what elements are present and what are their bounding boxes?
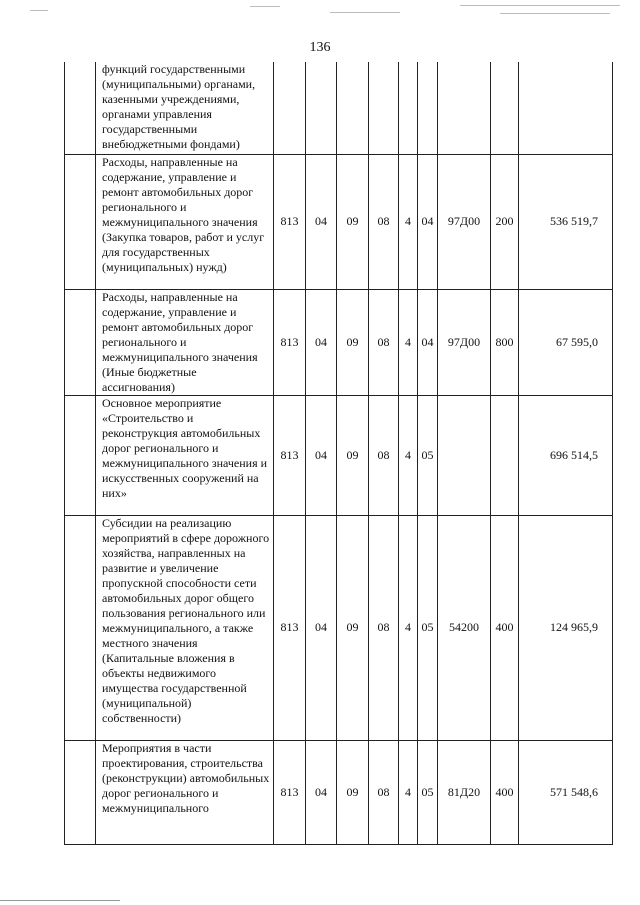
subprogram-code: 4 (399, 395, 418, 515)
ministry-code (274, 62, 306, 154)
subprogram-code: 4 (399, 740, 418, 844)
row-description: Субсидии на реализацию мероприятий в сфере дорожного хозяйства, направленных на развитие и увеличение пропускной способности сети автомобильных дорог общего пользования регионального или межмуниципального, а также местного значения (Капитальные вложения в объекты недвижимого имущества государственной (муниципальной) собственности) (96, 515, 274, 740)
program-code: 08 (369, 395, 399, 515)
direction-code: 97Д00 (438, 154, 491, 289)
expense-type-code (491, 62, 519, 154)
direction-code (438, 62, 491, 154)
direction-code (438, 395, 491, 515)
page-number: 136 (309, 40, 331, 55)
expense-type-code: 400 (491, 515, 519, 740)
subsection-code: 09 (337, 289, 369, 395)
table-row (65, 289, 613, 395)
amount: 571 548,6 (519, 740, 613, 844)
program-code: 08 (369, 154, 399, 289)
activity-code: 05 (418, 395, 438, 515)
empty-cell (65, 740, 96, 844)
program-code: 08 (369, 740, 399, 844)
ministry-code: 813 (274, 289, 306, 395)
row-description: функций государственными (муниципальными) органами, казенными учреждениями, органами управления государственными внебюджетными фондами) (96, 62, 274, 154)
subprogram-code: 4 (399, 154, 418, 289)
row-description: Расходы, направленные на содержание, управление и ремонт автомобильных дорог регионального и межмуниципального значения (Закупка товаров, работ и услуг для государственных (муниципальных) нужд) (96, 154, 274, 289)
scan-noise (0, 0, 640, 20)
subprogram-code (399, 62, 418, 154)
subprogram-code: 4 (399, 289, 418, 395)
empty-cell (65, 154, 96, 289)
amount: 696 514,5 (519, 395, 613, 515)
empty-cell (65, 395, 96, 515)
table-row (65, 154, 613, 289)
ministry-code: 813 (274, 515, 306, 740)
ministry-code: 813 (274, 395, 306, 515)
empty-cell (65, 515, 96, 740)
section-code: 04 (306, 289, 337, 395)
activity-code (418, 62, 438, 154)
subsection-code: 09 (337, 154, 369, 289)
activity-code: 04 (418, 154, 438, 289)
amount: 67 595,0 (519, 289, 613, 395)
ministry-code: 813 (274, 154, 306, 289)
empty-cell (65, 62, 96, 154)
section-code: 04 (306, 395, 337, 515)
section-code (306, 62, 337, 154)
row-description: Основное мероприятие «Строительство и реконструкция автомобильных дорог регионального и межмуниципального значения и искусственных сооружений на них» (96, 395, 274, 515)
subsection-code: 09 (337, 395, 369, 515)
direction-code: 54200 (438, 515, 491, 740)
table-row (65, 740, 613, 844)
ministry-code: 813 (274, 740, 306, 844)
section-code: 04 (306, 154, 337, 289)
expense-type-code: 400 (491, 740, 519, 844)
section-code: 04 (306, 515, 337, 740)
amount: 124 965,9 (519, 515, 613, 740)
activity-code: 05 (418, 740, 438, 844)
empty-cell (65, 289, 96, 395)
table-row (65, 395, 613, 515)
direction-code: 81Д20 (438, 740, 491, 844)
expense-type-code: 200 (491, 154, 519, 289)
activity-code: 04 (418, 289, 438, 395)
section-code: 04 (306, 740, 337, 844)
subsection-code (337, 62, 369, 154)
program-code (369, 62, 399, 154)
table-row (65, 515, 613, 740)
expense-type-code (491, 395, 519, 515)
subprogram-code: 4 (399, 515, 418, 740)
expense-type-code: 800 (491, 289, 519, 395)
amount: 536 519,7 (519, 154, 613, 289)
table-row (65, 62, 613, 154)
row-description: Мероприятия в части проектирования, строительства (реконструкции) автомобильных дорог регионального и межмуниципального (96, 740, 274, 844)
direction-code: 97Д00 (438, 289, 491, 395)
program-code: 08 (369, 289, 399, 395)
subsection-code: 09 (337, 515, 369, 740)
scan-edge-line (0, 900, 120, 901)
subsection-code: 09 (337, 740, 369, 844)
amount (519, 62, 613, 154)
activity-code: 05 (418, 515, 438, 740)
row-description: Расходы, направленные на содержание, управление и ремонт автомобильных дорог регионального и межмуниципального значения (Иные бюджетные ассигнования) (96, 289, 274, 395)
budget-table (64, 62, 613, 845)
program-code: 08 (369, 515, 399, 740)
